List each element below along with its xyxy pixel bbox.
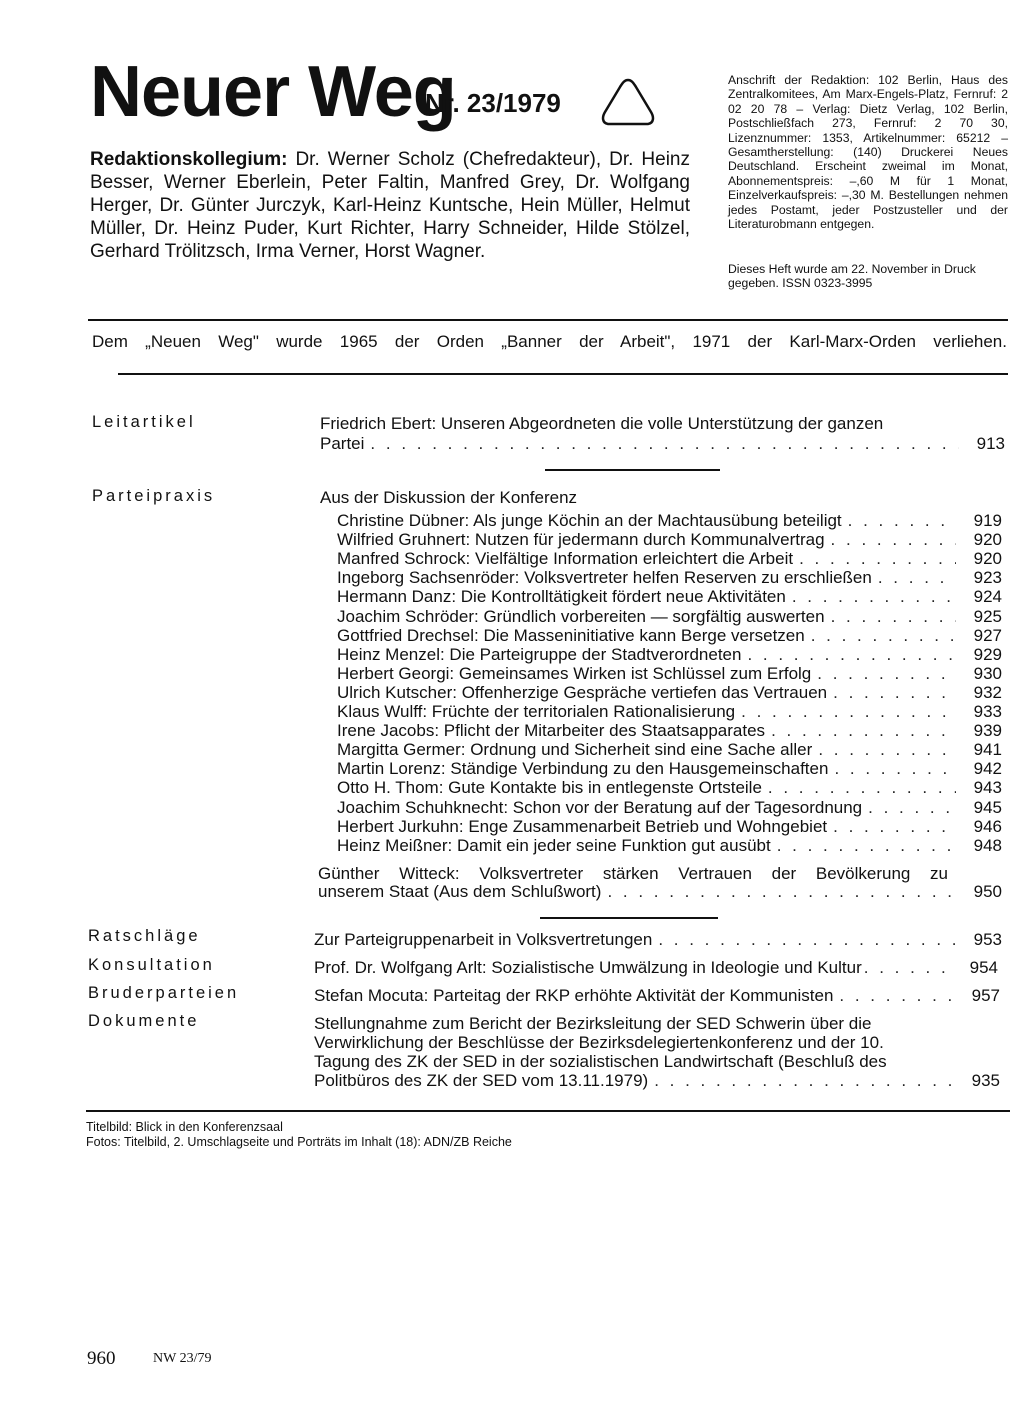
leader-dots (818, 740, 956, 759)
toc-page-number: 925 (973, 606, 1002, 626)
toc-page-number: 919 (973, 511, 1002, 530)
toc-entry (314, 1071, 1000, 1090)
print-note: Dieses Heft wurde am 22. November in Druck gegeben. ISSN 0323-3995 (728, 262, 976, 291)
toc-page-number: 920 (973, 530, 1002, 550)
toc-entry-title: Heinz Meißner: Damit ein jeder seine Funktion gut ausübt (337, 835, 771, 855)
toc-page-number: 924 (973, 587, 1002, 607)
toc-entry-title: Margitta Germer: Ordnung und Sicherheit sind eine Sache aller (337, 740, 813, 760)
toc-entry (337, 607, 1002, 626)
toc-entry-title: Prof. Dr. Wolfgang Arlt: Sozialistische Umwälzung in Ideologie und Kultur (314, 958, 862, 977)
toc-entry-line: Tagung des ZK der SED in der sozialistischen Landwirtschaft (Beschluß des (314, 1052, 887, 1071)
toc-entry (337, 721, 1002, 740)
toc-entry-title: Stefan Mocuta: Parteitag der RKP erhöhte Aktivität der Kommunisten (314, 986, 834, 1005)
toc-entry-title: Politbüros des ZK der SED vom 13.11.1979) (314, 1071, 649, 1090)
toc-entry (337, 683, 1002, 702)
toc-entry (337, 645, 1002, 664)
toc-entry-title: Joachim Schröder: Gründlich vorbereiten — sorgfältig auswerten (337, 606, 825, 626)
photo-credits (86, 1120, 512, 1150)
toc-entry-title: Wilfried Gruhnert: Nutzen für jedermann durch Kommunalvertrag (337, 530, 825, 550)
toc-entry (337, 798, 1002, 817)
section-label-leitartikel: Leitartikel (92, 413, 196, 431)
toc-page-number: 927 (973, 625, 1002, 645)
toc-entry-title: Manfred Schrock: Vielfältige Information erleichtert die Arbeit (337, 549, 794, 569)
toc-entry-line: Stellungnahme zum Bericht der Bezirksleitung der SED Schwerin über die (314, 1014, 872, 1033)
leader-dots (741, 702, 956, 721)
section-separator (545, 469, 720, 471)
toc-entry (314, 930, 1002, 949)
toc-page-number: 946 (973, 816, 1002, 836)
toc-page-number: 957 (971, 986, 1000, 1005)
toc-page-number: 943 (973, 778, 1002, 798)
toc-page-number: 948 (973, 835, 1002, 855)
toc-entry (337, 626, 1002, 645)
caption-line: Fotos: Titelbild, 2. Umschlagseite und Porträts im Inhalt (18): ADN/ZB Reiche (86, 1135, 512, 1149)
toc-page-number: 913 (976, 434, 1005, 453)
toc-entry-title: Herbert Jurkuhn: Enge Zusammenarbeit Betrieb und Wohngebiet (337, 816, 828, 836)
toc-entry-line: Friedrich Ebert: Unseren Abgeordneten die volle Unterstützung der ganzen (320, 414, 884, 433)
toc-entry (337, 664, 1002, 683)
leader-dots (831, 530, 956, 549)
toc-entry-line: Günther Witteck: Volksvertreter stärken Vertrauen der Bevölkerung zu (318, 864, 948, 883)
toc-entry (337, 740, 1002, 759)
toc-entry (337, 511, 1002, 530)
editorial-board (90, 148, 690, 263)
toc-page-number: 950 (973, 882, 1002, 901)
leader-dots (833, 817, 956, 836)
leader-dots (768, 778, 956, 797)
issue-reference: NW 23/79 (153, 1351, 212, 1366)
magazine-title: Neuer Weg (90, 52, 456, 132)
toc-page-number: 929 (973, 644, 1002, 664)
toc-page-number: 932 (973, 682, 1002, 702)
triangle-logo-icon (598, 76, 658, 128)
toc-entry-title: Zur Parteigruppenarbeit in Volksvertretungen (314, 930, 653, 949)
toc-page-number: 935 (971, 1071, 1000, 1090)
toc-entry (314, 986, 1000, 1005)
leader-dots (839, 986, 954, 1005)
leader-dots (848, 511, 956, 530)
leader-dots (817, 664, 956, 683)
toc-entry-title: Klaus Wulff: Früchte der territorialen Rationalisierung (337, 702, 736, 721)
toc-page-number: 920 (973, 549, 1002, 569)
caption-line: Titelbild: Blick in den Konferenzsaal (86, 1120, 283, 1134)
section-label-dokumente: Dokumente (88, 1012, 200, 1030)
section-separator (540, 917, 718, 919)
leader-dots (370, 434, 959, 453)
toc-entry-title: Hermann Danz: Die Kontrolltätigkeit fördert neue Aktivitäten (337, 587, 786, 607)
leader-dots (771, 721, 956, 740)
toc-page-number: 942 (973, 759, 1002, 779)
toc-entry (337, 817, 1002, 836)
leader-dots (658, 930, 956, 949)
publisher-address: Anschrift der Redaktion: 102 Berlin, Haus des Zentralkomitees, Am Marx-Engels-Platz, Fernruf: 2 02 20 78 – Verlag: Dietz Verlag, 102 Berlin, Postschließfach 273, Fernruf: 2 70 30, Lizenznummer: 1353, Artikelnummer: 65212 – Gesamtherstellung: (140) Druckerei Neues Deutschland. Erscheint zweimal im Monat, Abonnementspreis: –,60 M für 1 Monat, Einzelverkaufspreis: –,30 M. Bestellungen nehmen jedes Postamt, jeder Postzusteller und der Literaturobmann entgegen. (728, 73, 1008, 232)
toc-entry (337, 568, 1002, 587)
leader-dots (834, 759, 956, 778)
toc-page-number: 945 (973, 797, 1002, 817)
toc-entry (314, 958, 998, 977)
page-number: 960 (87, 1348, 116, 1369)
toc-page-number: 923 (973, 568, 1002, 588)
toc-subheading: Aus der Diskussion der Konferenz (320, 488, 578, 507)
leader-dots (868, 798, 956, 817)
toc-entry (337, 587, 1002, 606)
leader-dots (792, 587, 956, 606)
toc-entry-line: Verwirklichung der Beschlüsse der Bezirksdelegiertenkonferenz und der 10. (314, 1033, 884, 1052)
section-label-parteipraxis: Parteipraxis (92, 487, 216, 505)
toc-entry-title: Heinz Menzel: Die Parteigruppe der Stadtverordneten (337, 644, 742, 664)
leader-dots (864, 958, 956, 977)
toc-page-number: 941 (973, 740, 1002, 760)
section-label-bruderparteien: Bruderparteien (88, 984, 240, 1002)
toc-page-number: 930 (973, 663, 1002, 683)
toc-entry (337, 549, 1002, 568)
toc-entry (337, 759, 1002, 778)
toc-page-number: 939 (973, 721, 1002, 741)
toc-entry-title: Irene Jacobs: Pflicht der Mitarbeiter des Staatsapparates (337, 721, 766, 741)
divider (86, 1110, 1010, 1112)
toc-entry-title: Ulrich Kutscher: Offenherzige Gespräche vertiefen das Vertrauen (337, 682, 828, 702)
toc-entry-title: Herbert Georgi: Gemeinsames Wirken ist Schlüssel zum Erfolg (337, 663, 812, 683)
toc-page-number: 953 (973, 930, 1002, 949)
toc-entry (337, 836, 1002, 855)
section-label-ratschlaege: Ratschläge (88, 927, 201, 945)
toc-page-number: 954 (969, 958, 998, 977)
toc-entry-title: Ingeborg Sachsenröder: Volksvertreter helfen Reserven zu erschließen (337, 568, 872, 588)
toc-entry-title: Otto H. Thom: Gute Kontakte bis in entlegenste Ortsteile (337, 778, 762, 798)
toc-entry (337, 702, 1002, 721)
editorial-board-label: Redaktionskollegium: (90, 149, 288, 170)
toc-entry-title: Martin Lorenz: Ständige Verbindung zu den Hausgemeinschaften (337, 759, 829, 779)
leader-dots (747, 645, 956, 664)
toc-entry (318, 882, 1002, 901)
section-label-konsultation: Konsultation (88, 956, 215, 974)
toc-entry (337, 778, 1002, 797)
leader-dots (654, 1071, 954, 1090)
leader-dots (777, 836, 956, 855)
toc-page-number: 933 (973, 702, 1002, 721)
divider (118, 373, 1008, 375)
toc-entry-title: Christine Dübner: Als junge Köchin an der Machtausübung beteiligt (337, 511, 842, 530)
toc-entry (337, 530, 1002, 549)
leader-dots (607, 882, 956, 901)
toc-entry-title: unserem Staat (Aus dem Schlußwort) (318, 882, 602, 901)
editorial-board-names: Dr. Werner Scholz (Chefredakteur), Dr. Heinz Besser, Werner Eberlein, Peter Faltin, Manfred Grey, Dr. Wolfgang Herger, Dr. Günter Jurczyk, Karl-Heinz Kuntsche, Hein Müller, Helmut Müller, Dr. Heinz Puder, Kurt Richter, Harry Schneider, Hilde Stölzel, Gerhard Trölitzsch, Irma Verner, Horst Wagner. (90, 149, 690, 262)
leader-dots (799, 549, 956, 568)
toc-entry-title: Partei (320, 434, 365, 453)
toc-entry-title: Joachim Schuhknecht: Schon vor der Beratung auf der Tagesordnung (337, 797, 863, 817)
award-note: Dem „Neuen Weg" wurde 1965 der Orden „Banner der Arbeit", 1971 der Karl-Marx-Orden verliehen. (92, 332, 1007, 351)
leader-dots (831, 607, 956, 626)
toc-entry-title: Gottfried Drechsel: Die Masseninitiative kann Berge versetzen (337, 625, 805, 645)
leader-dots (878, 568, 956, 587)
divider (88, 319, 1008, 321)
issue-number: Nr. 23/1979 (425, 88, 561, 118)
leader-dots (833, 683, 956, 702)
toc-entry (320, 434, 1005, 453)
leader-dots (811, 626, 956, 645)
